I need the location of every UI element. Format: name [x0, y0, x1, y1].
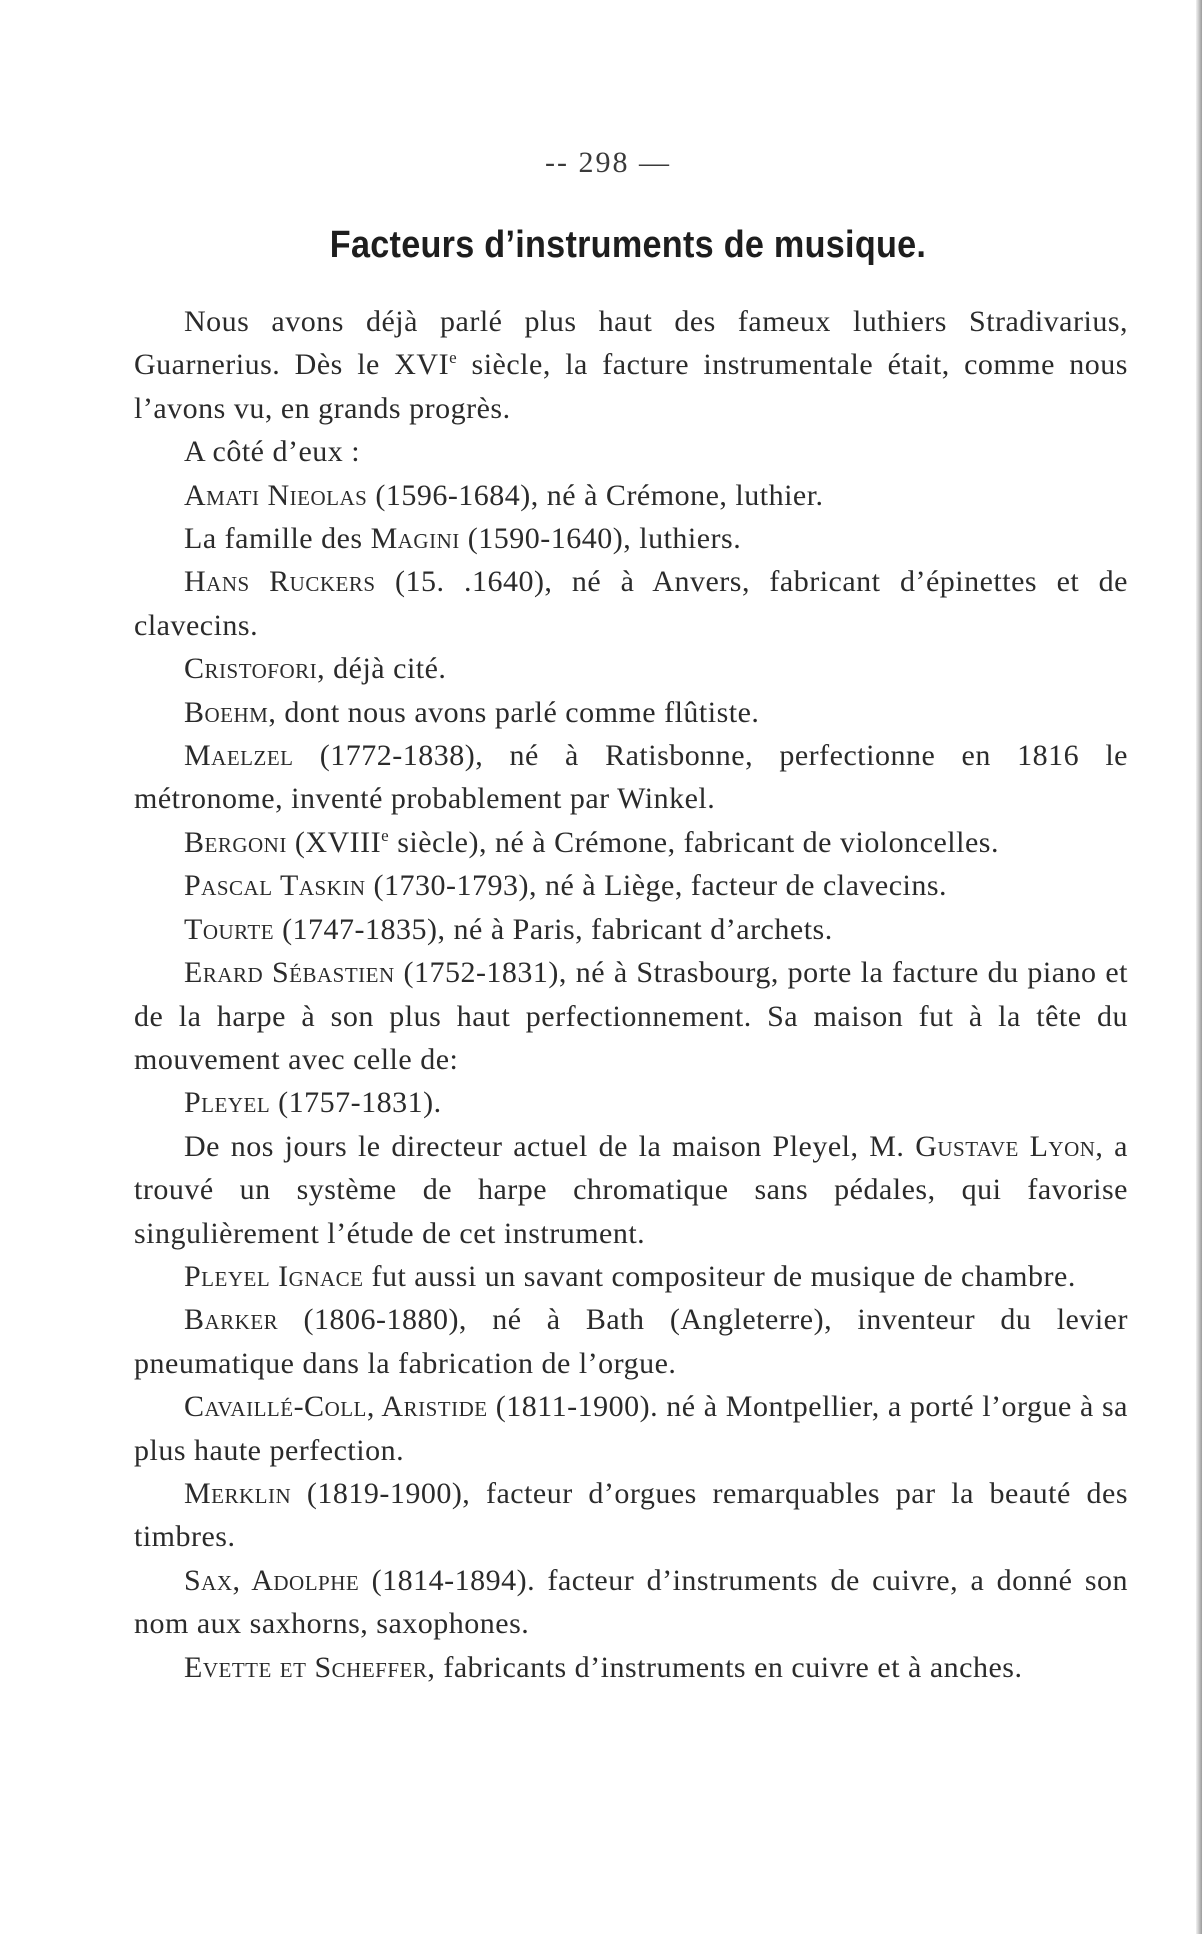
entry-sax: Sax, Adolphe (1814-1894). facteur d’instruments de cuivre, a donné son nom aux saxhorns, saxophones.	[134, 1563, 1129, 1641]
entry-cristofori: Cristofori, déjà cité.	[184, 652, 447, 686]
maker-name: Cristofori	[184, 652, 318, 686]
entry-erard: Erard Sébastien (1752-1831), né à Strasbourg, porte la facture du piano et de la harpe à son plus haut perfectionnement. Sa maison fut à la tête du mouvement avec celle de:	[134, 956, 1128, 1076]
paragraph-a-cote: A côté d’eux :	[184, 435, 361, 469]
entry-tourte: Tourte (1747-1835), né à Paris, fabricant d’archets.	[184, 912, 833, 946]
maker-name: Pleyel	[184, 1086, 271, 1120]
entry-magini: La famille des Magini (1590-1640), luthiers.	[184, 522, 742, 556]
maker-name: Cavaillé-Coll, Aristide	[184, 1390, 488, 1424]
maker-name: Merklin	[184, 1476, 292, 1510]
page-edge	[1196, 0, 1202, 1934]
entry-cavaille-coll: Cavaillé-Coll, Aristide (1811-1900). né à Montpellier, a porté l’orgue à sa plus haute perfection.	[134, 1390, 1128, 1467]
entry-merklin: Merklin (1819-1900), facteur d’orgues remarquables par la beauté des timbres.	[134, 1476, 1128, 1554]
maker-name: Gustave Lyon	[915, 1129, 1096, 1163]
entry-bergoni: Bergoni (XVIIIe siècle), né à Crémone, fabricant de violoncelles.	[184, 825, 999, 859]
entry-lyon: De nos jours le directeur actuel de la maison Pleyel, M. Gustave Lyon, a trouvé un système de harpe chromatique sans pédales, qui favorise singulièrement l’étude de cet instrument.	[134, 1129, 1128, 1250]
entry-barker: Barker (1806-1880), né à Bath (Angleterre), inventeur du levier pneumatique dans la fabrication de l’orgue.	[134, 1303, 1128, 1380]
entry-taskin: Pascal Taskin (1730-1793), né à Liège, facteur de clavecins.	[184, 869, 948, 903]
entry-pleyel-ignace: Pleyel Ignace fut aussi un savant compositeur de musique de chambre.	[184, 1259, 1076, 1293]
paragraph-intro: Nous avons déjà parlé plus haut des fameux luthiers Stradivarius, Guarnerius. Dès le XVIe siècle, la facture instrumentale était, comme nous l’avons vu, en grands progrès.	[134, 305, 1128, 425]
entry-boehm: Boehm, dont nous avons parlé comme flûtiste.	[184, 695, 760, 729]
maker-name: Pascal Taskin	[184, 869, 366, 903]
maker-name: Tourte	[184, 912, 275, 946]
maker-name: Barker	[184, 1303, 279, 1337]
entry-pleyel: Pleyel (1757-1831).	[184, 1086, 442, 1120]
maker-name: Bergoni	[184, 825, 287, 859]
entry-ruckers: Hans Ruckers (15. .1640), né à Anvers, fabricant d’épinettes et de clavecins.	[134, 565, 1129, 642]
page-number: -- 298 —	[545, 146, 671, 179]
maker-name: Sax, Adolphe	[184, 1563, 360, 1597]
page-title: Facteurs d’instruments de musique.	[329, 224, 927, 266]
entry-maelzel: Maelzel (1772-1838), né à Ratisbonne, perfectionne en 1816 le métronome, inventé probablement par Winkel.	[134, 739, 1128, 816]
maker-name: Pleyel Ignace	[184, 1259, 364, 1293]
entry-amati: Amati Nieolas (1596-1684), né à Crémone, luthier.	[184, 478, 824, 512]
maker-name: Boehm	[184, 695, 269, 729]
maker-name: Amati Nieolas	[184, 478, 368, 512]
entry-evette-scheffer: Evette et Scheffer, fabricants d’instruments en cuivre et à anches.	[184, 1650, 1023, 1684]
maker-name: Hans Ruckers	[184, 565, 376, 599]
maker-name: Magini	[370, 522, 460, 556]
maker-name: Erard Sébastien	[184, 956, 395, 990]
body-text	[134, 300, 1128, 1689]
maker-name: Evette et Scheffer	[184, 1650, 428, 1684]
maker-name: Maelzel	[184, 739, 294, 773]
